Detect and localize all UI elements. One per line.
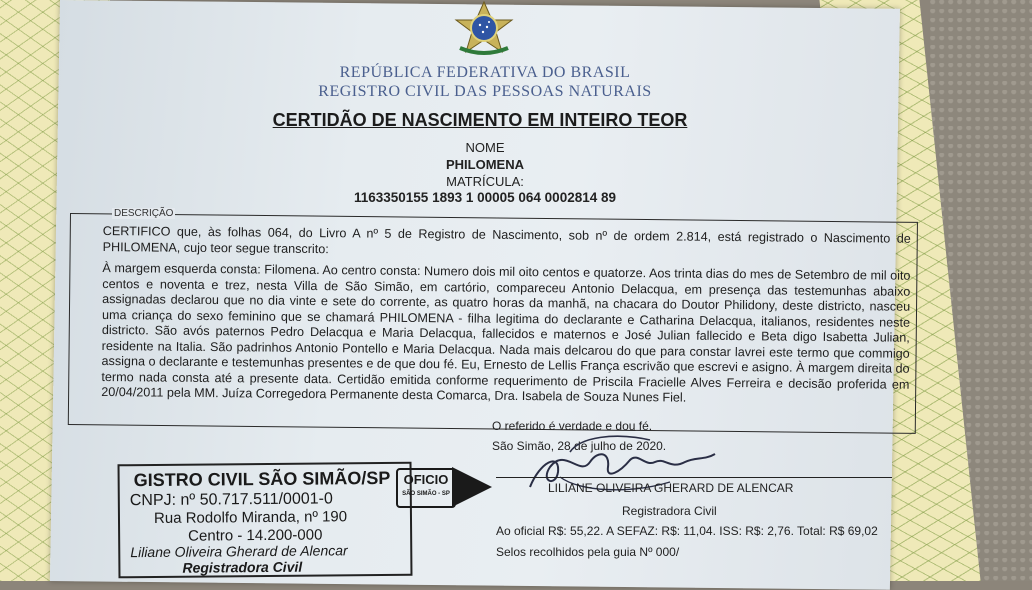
stamp-line-address: Rua Rodolfo Miranda, nº 190 bbox=[153, 508, 348, 527]
stamp-line-registry: GISTRO CIVIL SÃO SIMÃO/SP bbox=[133, 467, 391, 491]
oficio-stamp bbox=[396, 468, 456, 508]
stamp-line-city: Centro - 14.200-000 bbox=[188, 526, 323, 545]
stamp-line-registrar: Liliane Oliveira Gherard de Alencar bbox=[130, 542, 348, 561]
brazil-coat-of-arms-icon bbox=[448, 0, 520, 58]
selos-line: Selos recolhidos pela guia Nº 000/ bbox=[496, 545, 680, 559]
matricula-label: MATRÍCULA: bbox=[446, 174, 524, 189]
signature-line bbox=[496, 477, 892, 478]
oficio-label: OFICIO bbox=[403, 472, 449, 487]
description-paragraph-1: CERTIFICO que, às folhas 064, do Livro A nº 5 de Registro de Nascimento, sob nº de ordem 2.814, está registrado o Nascimento de PHILOMENA, cujo teor segue transcrito: bbox=[102, 223, 911, 256]
name-value: PHILOMENA bbox=[446, 157, 524, 172]
oficio-sublabel: SÃO SIMÃO - SP bbox=[402, 491, 450, 497]
signatory-name: LILIANE OLIVEIRA GHERARD DE ALENCAR bbox=[548, 481, 794, 495]
place-date: São Simão, 28 de julho de 2020. bbox=[492, 439, 667, 453]
header-republic: REPÚBLICA FEDERATIVA DO BRASIL bbox=[339, 64, 631, 81]
fees-line: Ao oficial R$: 55,22. A SEFAZ: R$: 11,04. ISS: R$: 2,76. Total: R$ 69,02 bbox=[496, 524, 878, 538]
name-label: NOME bbox=[465, 140, 505, 155]
registry-stamp bbox=[118, 462, 413, 579]
header-registry: REGISTRO CIVIL DAS PESSOAS NATURAIS bbox=[318, 83, 652, 100]
stamp-line-cnpj: CNPJ: nº 50.717.511/0001-0 bbox=[129, 490, 333, 510]
arrow-stamp-icon bbox=[452, 467, 492, 507]
document-title: CERTIDÃO DE NASCIMENTO EM INTEIRO TEOR bbox=[272, 110, 688, 130]
description-legend: DESCRIÇÃO bbox=[114, 208, 174, 219]
matricula-value: 1163350155 1893 1 00005 064 0002814 89 bbox=[353, 190, 617, 205]
description-text bbox=[101, 213, 911, 414]
signatory-role: Registradora Civil bbox=[622, 504, 717, 518]
truth-statement: O referido é verdade e dou fé. bbox=[492, 419, 653, 433]
stamp-line-role: Registradora Civil bbox=[182, 558, 303, 576]
description-paragraph-2: À margem esquerda consta: Filomena. Ao centro consta: Numero dois mil oito centos e quatorze. Aos trinta dias do mes de Setembro de mil oito centos e noventa e trez, nesta Villa de São Simão, em cartório, compareceu Antonio Delacqua, em presença das testemunhas abaixo assignadas declarou que no dia vinte e sete do corrente, as quatro horas da manhã, na chacara do Doutor Philidony, deste districto, nasceu uma criança do sexo feminino que se chamará PHILOMENA - filha legitima do declarante e Catharina Delacqua, italianos, residentes neste districto. São avós paternos Pedro Delacqua e Maria Delacqua, fallecidos e maternos e José Julian fallecido e Beta digo Isabetta Julian, residente na Italia. São padrinhos Antonio Pontello e Maria Delacqua. Nada mais delcarou do que para constar lavrei este termo que commigo assigna o declarante e testemunhas presentes e de que dou fé. Eu, Ernesto de Lellis França escrivão que escrevi e asigno. À margem direita do termo nada consta até a presente data. Certidão emitida conforme requerimento de Priscila Fracielle Alves Ferreira e decisão proferida em 20/04/2011 pela MM. Juíza Corregedora Permanente desta Comarca, Dra. Isabela de Souza Nunes Fiel. bbox=[101, 260, 911, 405]
